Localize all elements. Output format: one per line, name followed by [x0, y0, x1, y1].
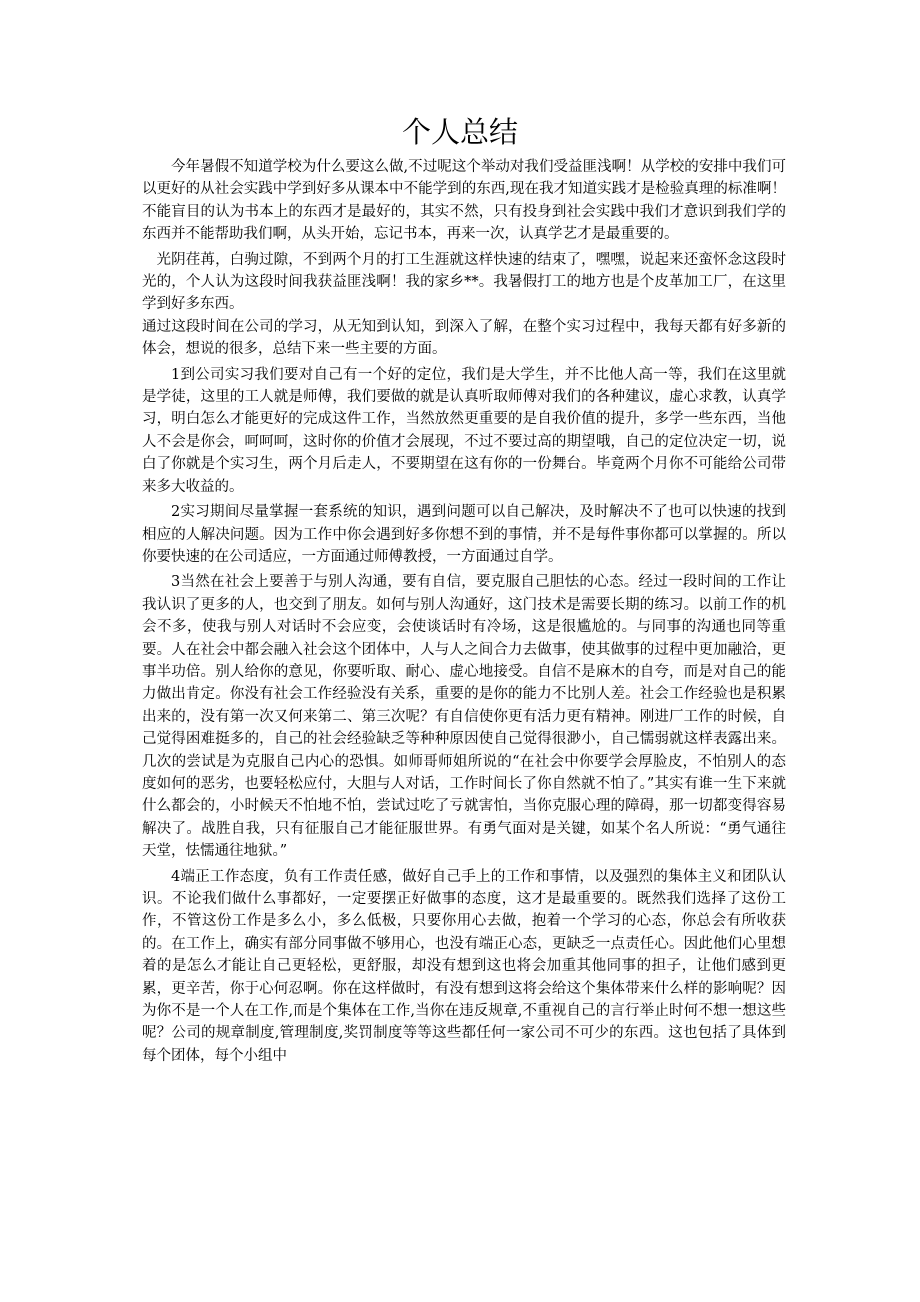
paragraph-point-2: 2实习期间尽量掌握一套系统的知识，遇到问题可以自己解决，及时解决不了也可以快速的找到相应的人解决问题。因为工作中你会遇到好多你想不到的事情，并不是每件事你都可以掌握的。所以你要快速的在公司适应，一方面通过师傅教授，一方面通过自学。 — [142, 504, 786, 565]
paragraph-point-1: 1到公司实习我们要对自己有一个好的定位，我们是大学生，并不比他人高一等，我们在这里就是学徒，这里的工人就是师傅，我们要做的就是认真听取师傅对我们的各种建议，虚心求教，认真学习，明白怎么才能更好的完成这件工作，当然放然更重要的是自我价值的提升，多学一些东西，当他人不会是你会，呵呵呵，这时你的价值才会展现，不过不要过高的期望哦，自己的定位决定一切，说白了你就是个实习生，两个月后走人，不要期望在这有你的一份舞台。毕竟两个月你不可能给公司带来多大收益的。 — [142, 366, 786, 495]
paragraph-point-4: 4端正工作态度，负有工作责任感，做好自己手上的工作和事情，以及强烈的集体主义和团队认识。不论我们做什么事都好，一定要摆正好做事的态度，这才是最重要的。既然我们选择了这份工作，不管这份工作是多么小，多么低极，只要你用心去做，抱着一个学习的心态，你总会有所收获的。在工作上，确实有部分同事做不够用心，也没有端正心态，更缺乏一点责任心。因此他们心里想着的是怎么才能让自己更轻松，更舒服，却没有想到这也将会加重其他同事的担子，让他们感到更累，更辛苦，你于心何忍啊。你在这样做时，有没有想到这将会给这个集体带来什么样的影响呢？因为你不是一个人在工作,而是个集体在工作,当你在违反规章,不重视自己的言行举止时何不想一想这些呢？公司的规章制度,管理制度,奖罚制度等等这些都任何一家公司不可少的东西。这也包括了具体到每个团体，每个小组中 — [142, 868, 786, 1064]
paragraph-intro: 今年暑假不知道学校为什么要这么做,不过呢这个举动对我们受益匪浅啊！从学校的安排中我们可以更好的从社会实践中学到好多从课本中不能学到的东西,现在我才知道实践才是检验真理的标准啊！不能盲目的认为书本上的东西才是最好的，其实不然，只有投身到社会实践中我们才意识到我们学的东西并不能帮助我们啊，从头开始，忘记书本，再来一次，认真学艺才是最重要的。 — [142, 159, 786, 243]
paragraph-overview: 通过这段时间在公司的学习，从无知到认知，到深入了解，在整个实习过程中，我每天都有好多新的体会，想说的很多，总结下来一些主要的方面。 — [142, 318, 786, 358]
page-title: 个人总结 — [401, 115, 518, 149]
document-body — [142, 156, 786, 1067]
paragraph-point-3: 3当然在社会上要善于与别人沟通，要有自信，要克服自己胆怯的心态。经过一段时间的工作让我认识了更多的人，也交到了朋友。如何与别人沟通好，这门技术是需要长期的练习。以前工作的机会不多，使我与别人对话时不会应变，会使谈话时有冷场，这是很尴尬的。与同事的沟通也同等重要。人在社会中都会融入社会这个团体中，人与人之间合力去做事，使其做事的过程中更加融洽，更事半功倍。别人给你的意见，你要听取、耐心、虚心地接受。自信不是麻木的自夸，而是对自己的能力做出肯定。你没有社会工作经验没有关系，重要的是你的能力不比别人差。社会工作经验也是积累出来的，没有第一次又何来第二、第三次呢？有自信使你更有活力更有精神。刚进厂工作的时候，自己觉得困难挺多的，自己的社会经验缺乏等种种原因使自己觉得很渺小，自己懦弱就这样表露出来。几次的尝试是为克服自己内心的恐惧。如师哥师姐所说的“在社会中你要学会厚脸皮，不怕别人的态度如何的恶劣，也要轻松应付，大胆与人对话，工作时间长了你自然就不怕了。”其实有谁一生下来就什么都会的，小时候天不怕地不怕，尝试过吃了亏就害怕，当你克服心理的障碍，那一切都变得容易解决了。战胜自我，只有征服自己才能征服世界。有勇气面对是关键，如某个名人所说：“勇气通往天堂，怯懦通往地狱。” — [142, 574, 786, 860]
paragraph-time: 光阴荏苒，白驹过隙，不到两个月的打工生涯就这样快速的结束了，嘿嘿，说起来还蛮怀念这段时光的，个人认为这段时间我获益匪浅啊！我的家乡**。我暑假打工的地方也是个皮革加工厂，在这里学到好多东西。 — [142, 251, 786, 313]
